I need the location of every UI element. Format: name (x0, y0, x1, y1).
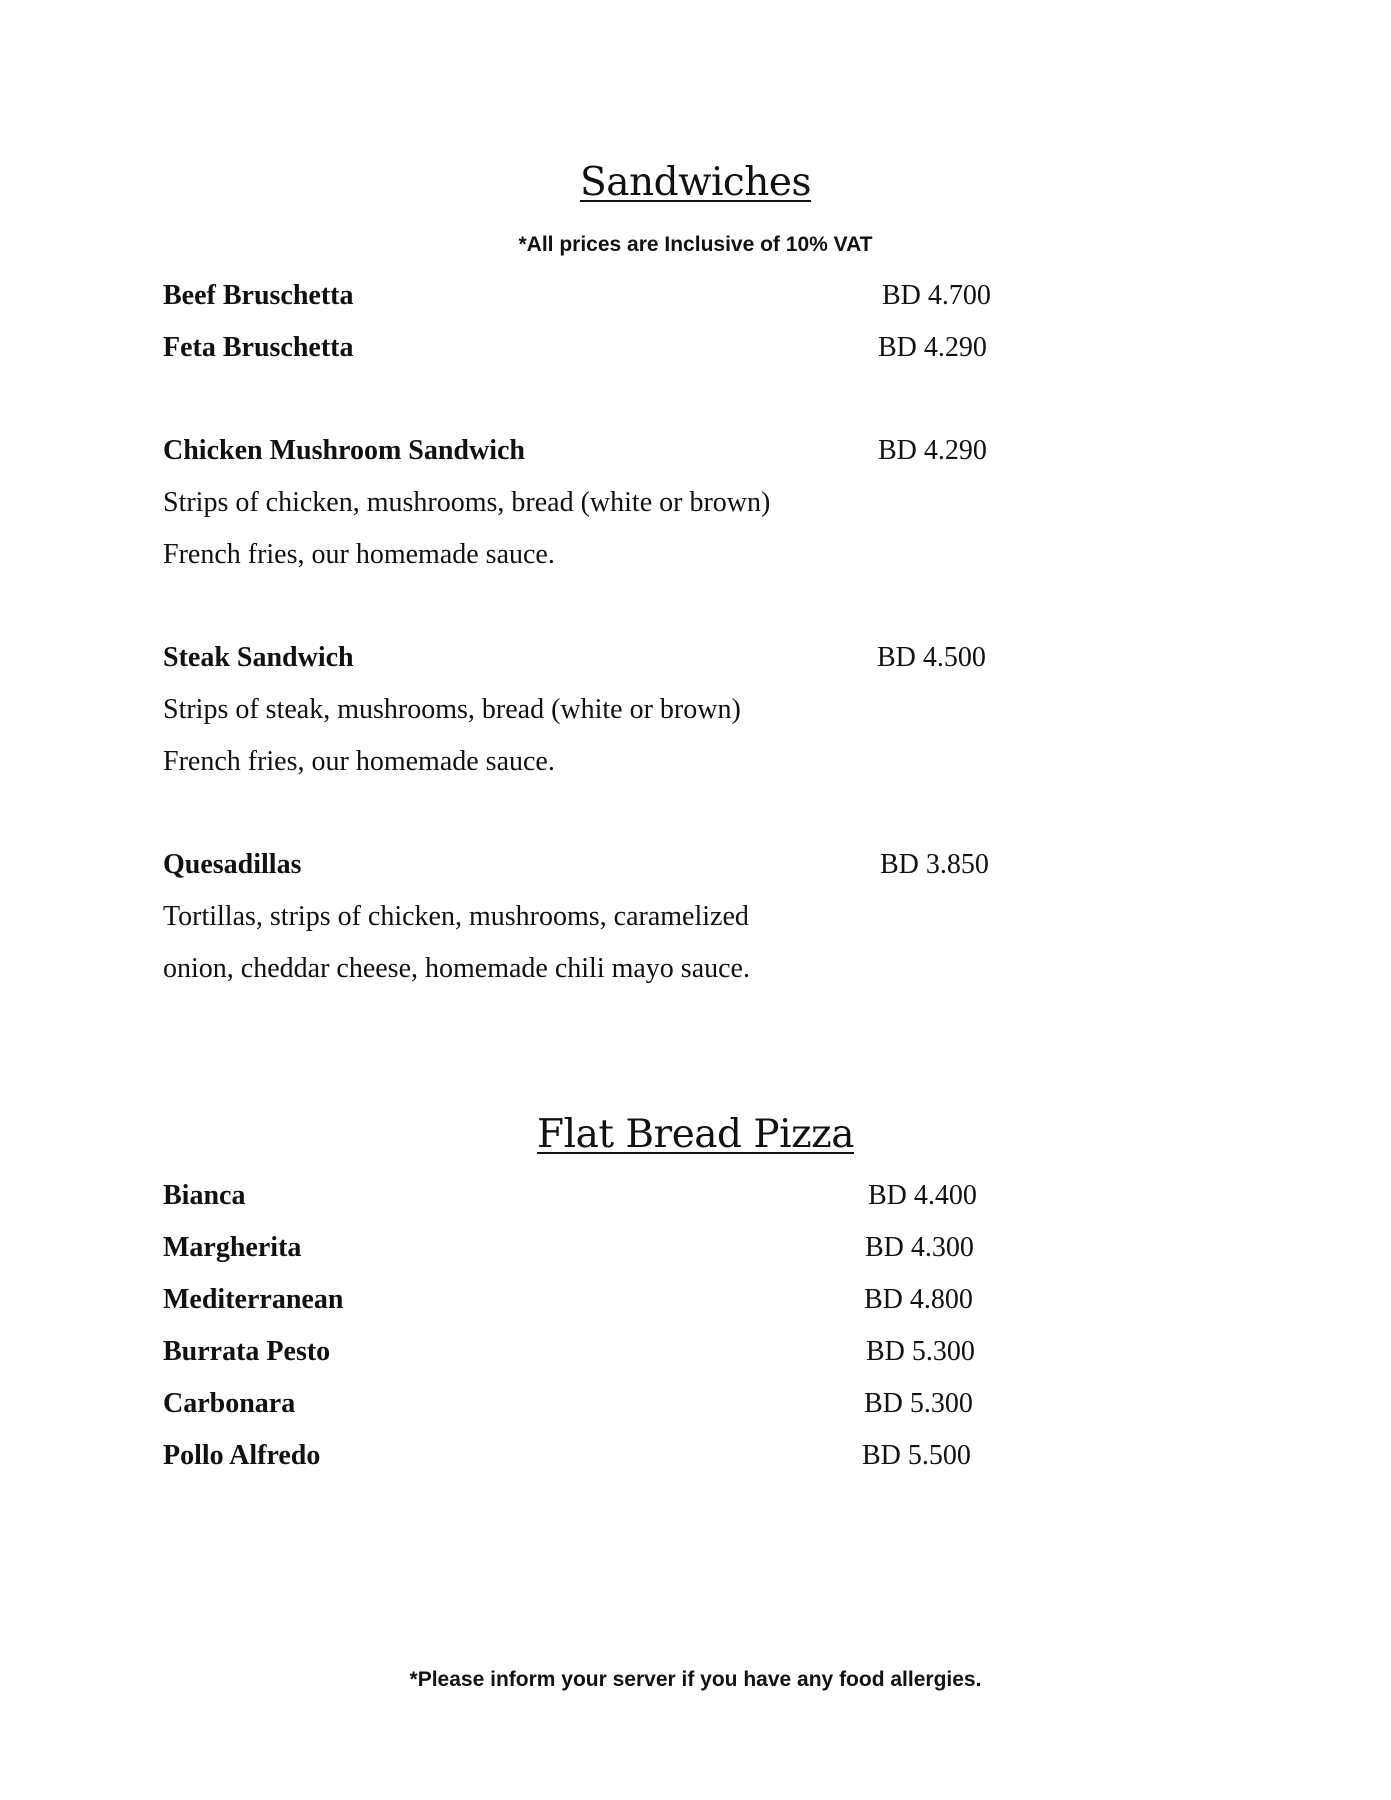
item-name: Pollo Alfredo (163, 1440, 321, 1471)
menu-item-burrata-pesto (163, 1332, 1263, 1372)
menu-item-bianca (163, 1176, 1263, 1216)
item-price: BD 4.290 (878, 435, 987, 466)
item-price: BD 4.500 (877, 642, 986, 673)
item-description-line: French fries, our homemade sauce. (163, 539, 555, 570)
pizza-title: Flat Bread Pizza (537, 1112, 854, 1157)
menu-item-chicken-mushroom-sandwich (163, 431, 1263, 471)
item-name: Carbonara (163, 1388, 296, 1419)
menu-item-beef-bruschetta (163, 276, 1263, 316)
item-price: BD 5.300 (866, 1336, 975, 1367)
item-price: BD 5.300 (864, 1388, 973, 1419)
item-description-line: French fries, our homemade sauce. (163, 746, 555, 777)
item-price: BD 4.300 (865, 1232, 974, 1263)
item-name: Mediterranean (163, 1284, 344, 1315)
sandwiches-title: Sandwiches (580, 160, 811, 205)
item-name: Chicken Mushroom Sandwich (163, 435, 526, 466)
item-description-line: onion, cheddar cheese, homemade chili mayo sauce. (163, 953, 750, 984)
menu-item-quesadillas (163, 845, 1263, 885)
item-price: BD 4.290 (878, 332, 987, 363)
item-name: Margherita (163, 1232, 302, 1263)
item-price: BD 5.500 (862, 1440, 971, 1471)
menu-item-pollo-alfredo (163, 1436, 1263, 1476)
item-price: BD 4.400 (868, 1180, 977, 1211)
item-price: BD 4.700 (882, 280, 991, 311)
item-price: BD 4.800 (864, 1284, 973, 1315)
menu-item-margherita (163, 1228, 1263, 1268)
item-price: BD 3.850 (880, 849, 989, 880)
item-description-line: Strips of steak, mushrooms, bread (white or brown) (163, 694, 741, 725)
allergy-note: *Please inform your server if you have any food allergies. (409, 1668, 982, 1691)
item-name: Quesadillas (163, 849, 302, 880)
item-name: Bianca (163, 1180, 246, 1211)
menu-item-feta-bruschetta (163, 328, 1263, 368)
item-description-line: Strips of chicken, mushrooms, bread (white or brown) (163, 487, 771, 518)
menu-item-mediterranean (163, 1280, 1263, 1320)
vat-note: *All prices are Inclusive of 10% VAT (518, 233, 873, 256)
menu-item-steak-sandwich (163, 638, 1263, 678)
item-name: Steak Sandwich (163, 642, 354, 673)
item-name: Feta Bruschetta (163, 332, 354, 363)
menu-item-carbonara (163, 1384, 1263, 1424)
item-name: Burrata Pesto (163, 1336, 331, 1367)
item-name: Beef Bruschetta (163, 280, 354, 311)
item-description-line: Tortillas, strips of chicken, mushrooms, caramelized (163, 901, 749, 932)
